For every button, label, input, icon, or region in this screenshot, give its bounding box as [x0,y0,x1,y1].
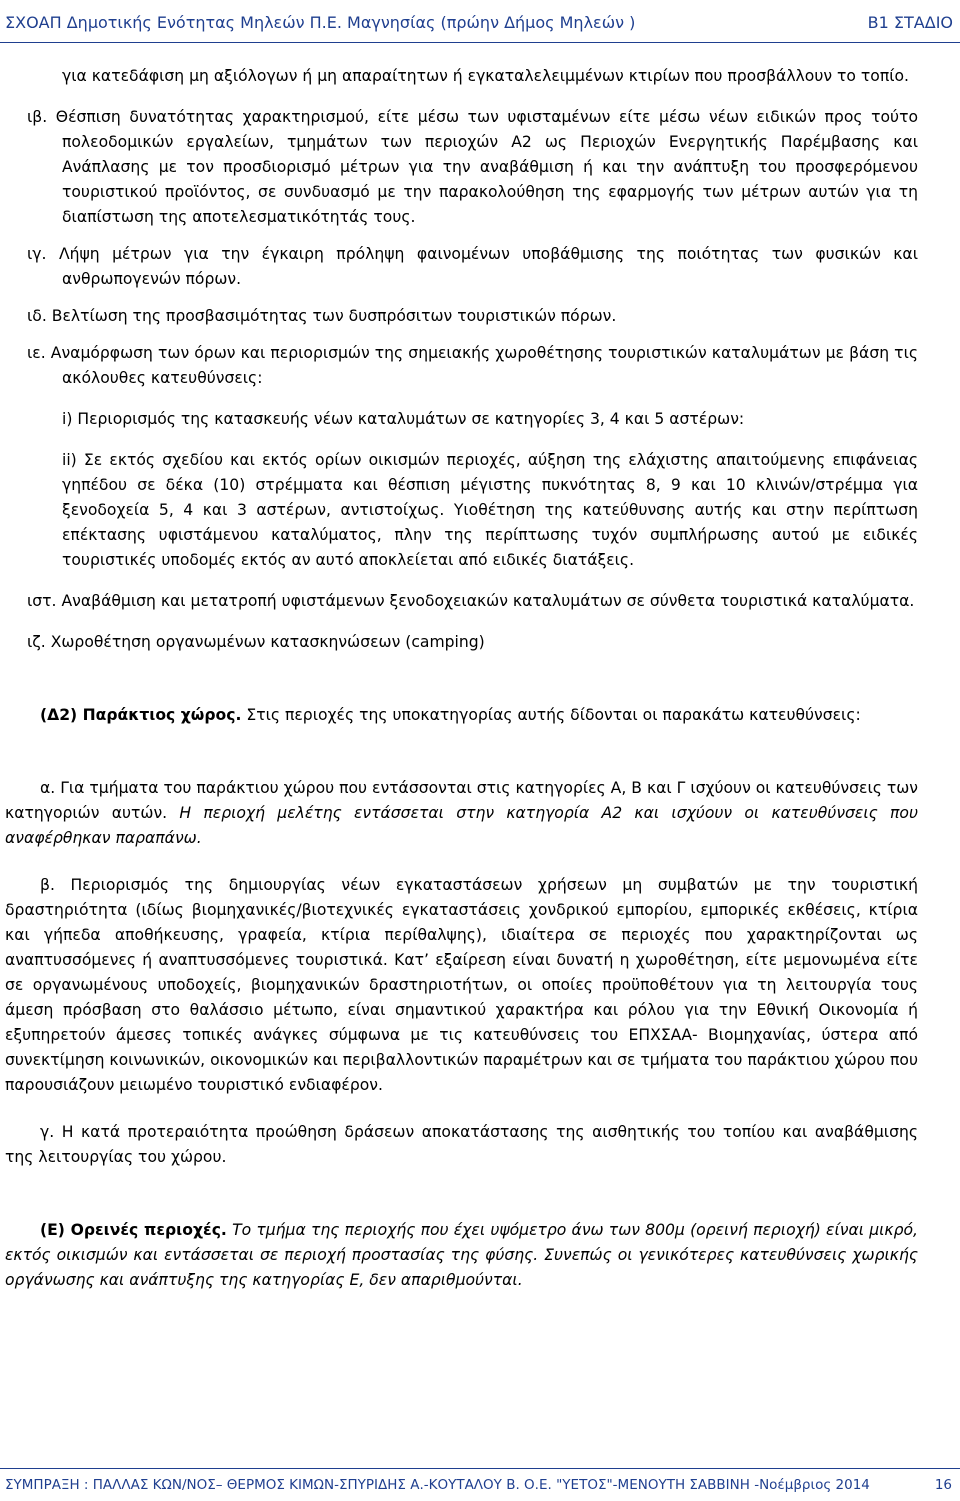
header-rule [0,42,960,43]
section-italic: Το τμήμα της περιοχής που έχει υψόμετρο άνω των 800μ (ορεινή περιοχή) είναι μικρό, εκτός οικισμών και εντάσσεται σε περιοχή προστασίας της φύσης. Συνεπώς οι γενικότερες κατευθύνσεις χωρικής οργάνωσης και ανάπτυξης της κατηγορίας Ε, δεν απαριθμούνται. [5,1221,918,1289]
item-text: Βελτίωση της προσβασιμότητας των δυσπρόσιτων τουριστικών πόρων. [51,307,617,325]
item-tag: ιβ. [27,108,48,126]
section-heading: (Ε) Ορεινές περιοχές. [40,1221,227,1239]
paragraph-b: β. Περιορισμός της δημιουργίας νέων εγκαταστάσεων χρήσεων μη συμβατών με την τουριστική δραστηριότητα (ιδίως βιομηχανικές/βιοτεχνικές εγκαταστάσεις χονδρικού εμπορίου, εμπορικές εκθέσεις, κτίρια και γήπεδα αποθήκευσης, γραφεία, κτίρια περίθαλψης), ιδιαίτερα σε περιοχές που χαρακτηρίζονται ως αναπτυσσόμενες ή αναπτυσσόμενες τουριστικά. Κατ’ εξαίρεση είναι δυνατή η χωροθέτηση, είτε μεμονωμένα είτε σε οργανωμένους υποδοχείς, βιομηχανικών δραστηριοτήτων, οι οποίες προϋποθέτουν για τη λειτουργία τους άμεση πρόσβαση στο θαλάσσιο μέτωπο, είναι σημαντικού χαρακτήρα και ρόλου για την Εθνική Οικονομία ή εξυπηρετούν άμεσες τοπικές ανάγκες σύμφωνα με τις κατευθύνσεις του ΕΠΧΣΑΑ- Βιομηχανίας, ύστερα από συνεκτίμηση κοινωνικών, οικονομικών και περιβαλλοντικών παραμέτρων και σε τμήματα του παράκτιου χώρου που παρουσιάζουν μειωμένο τουριστικό ενδιαφέρον. [5,876,918,1094]
paragraph-italic: Η περιοχή μελέτης εντάσσεται στην κατηγορία Α2 και ισχύουν οι κατευθύνσεις που αναφέρθηκαν παραπάνω. [5,804,918,847]
item-text: Λήψη μέτρων για την έγκαιρη πρόληψη φαινομένων υποβάθμισης της ποιότητας των φυσικών και ανθρωπογενών πόρων. [58,245,918,288]
item-text: Αναμόρφωση των όρων και περιορισμών της σημειακής χωροθέτησης τουριστικών καταλυμάτων με βάση τις ακόλουθες κατευθύνσεις: [50,344,918,387]
footer-rule [0,1468,960,1469]
section-text: Στις περιοχές της υποκατηγορίας αυτής δίδονται οι παρακάτω κατευθύνσεις: [246,706,861,724]
list-item-ie [5,341,918,391]
page-number: 16 [934,1477,952,1493]
footer-credits: ΣΥΜΠΡΑΞΗ : ΠΑΛΛΑΣ ΚΩΝ/ΝΟΣ– ΘΕΡΜΟΣ ΚΙΜΩΝ-ΣΠΥΡΙΔΗΣ Α.-ΚΟΥΤΑΛΟΥ Β. Ο.Ε. "ΥΕΤΟΣ"-ΜΕΝΟΥΤΗ ΣΑΒΒΙΝΗ -Νοέμβριος 2014 [5,1477,870,1493]
item-tag: ιε. [27,344,46,362]
list-item-ib [5,105,918,230]
section-heading: (Δ2) Παράκτιος χώρος. [40,706,242,724]
document-body [5,64,918,1293]
paragraph-continuation: για κατεδάφιση μη αξιόλογων ή μη απαραίτητων ή εγκαταλελειμμένων κτιρίων που προσβάλλουν το τοπίο. [62,67,909,85]
header-stage: Β1 ΣΤΑΔΙΟ [867,13,953,32]
page-header [0,0,960,44]
list-item-ig [5,242,918,292]
item-tag: ιγ. [27,245,47,263]
section-e [5,1218,918,1293]
list-item-id [5,304,918,329]
item-text: Χωροθέτηση οργανωμένων κατασκηνώσεων (camping) [50,633,485,651]
item-tag: ιζ. [27,633,46,651]
section-d2 [5,703,918,728]
header-title: ΣΧΟΑΠ Δημοτικής Ενότητας Μηλεών Π.Ε. Μαγνησίας (πρώην Δήμος Μηλεών ) [5,13,636,32]
item-text: Θέσπιση δυνατότητας χαρακτηρισμού, είτε μέσω των υφισταμένων είτε μέσω νέων ειδικών προς τούτο πολεοδομικών εργαλείων, τμημάτων των περιοχών Α2 ως Περιοχών Ενεργητικής Παρέμβασης και Ανάπλασης με τον προσδιορισμό μέτρων για την αναβάθμιση ή και την ανάπτυξη του προσφερόμενου τουριστικού προϊόντος, σε συνδυασμό με την παρακολούθηση της εφαρμογής των μέτρων αυτών για τη διαπίστωση της αποτελεσματικότητάς τους. [55,108,918,226]
item-text: Αναβάθμιση και μετατροπή υφιστάμενων ξενοδοχειακών καταλυμάτων σε σύνθετα τουριστικά καταλύματα. [61,592,915,610]
item-tag: ιστ. [27,592,57,610]
item-tag: ιδ. [27,307,47,325]
list-item-ist [5,589,918,614]
paragraph-a [5,776,918,851]
paragraph-text: α. Για τμήματα του παράκτιου χώρου που εντάσσονται στις κατηγορίες Α, Β και Γ ισχύουν οι κατευθύνσεις των κατηγοριών αυτών. [5,779,918,822]
list-item-iz [5,630,918,655]
paragraph-g: γ. Η κατά προτεραιότητα προώθηση δράσεων αποκατάστασης της αισθητικής του τοπίου και αναβάθμισης της λειτουργίας του χώρου. [5,1123,918,1166]
sub-item-ii: ii) Σε εκτός σχεδίου και εκτός ορίων οικισμών περιοχές, αύξηση της ελάχιστης απαιτούμενης επιφάνειας γηπέδου σε δέκα (10) στρέμματα και θέσπιση μέγιστης πυκνότητας 8, 9 και 10 κλινών/στρέμμα για ξενοδοχεία 5, 4 και 3 αστέρων, αντιστοίχως. Υιοθέτηση της κατεύθυνσης αυτής και στην περίπτωση επέκτασης υφιστάμενου καταλύματος, πλην της περίπτωσης τυχόν συμπλήρωσης αυτού με ειδικές τουριστικές υποδομές εκτός αν αυτό αποκλείεται από ειδικές διατάξεις. [62,451,918,569]
sub-item-i: i) Περιορισμός της κατασκευής νέων καταλυμάτων σε κατηγορίες 3, 4 και 5 αστέρων: [62,410,745,428]
